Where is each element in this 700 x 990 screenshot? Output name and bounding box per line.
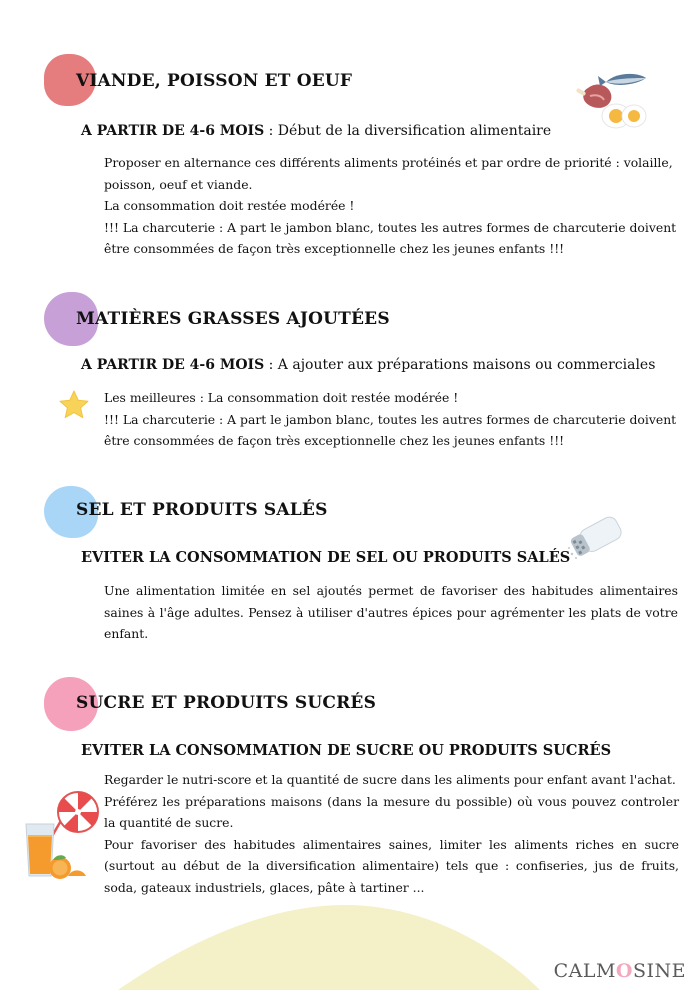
salt-shaker-icon [566, 516, 630, 560]
body-line: Préférez les préparations maisons (dans la mesure du possible) où vous pouvez controler la quantité de sucre. [104, 793, 679, 830]
subtitle-strong: A PARTIR DE 4-6 MOIS [81, 123, 265, 139]
section-body [104, 152, 680, 260]
section-subtitle: EVITER LA CONSOMMATION DE SUCRE OU PRODUITS SUCRÉS [81, 742, 612, 759]
section-body [104, 769, 679, 898]
section-title: SEL ET PRODUITS SALÉS [76, 500, 328, 520]
star-icon [58, 389, 90, 421]
section-subtitle [81, 357, 655, 373]
section-title: VIANDE, POISSON ET OEUF [76, 71, 353, 91]
body-line: La consommation doit restée modérée ! [104, 198, 355, 213]
section-body [104, 387, 678, 452]
body-line: Pour favoriser des habitudes alimentaires saines, limiter les aliments riches en sucre (surtout au début de la diversification alimentaire) tels que : confiseries, jus de fruits, soda, gateaux industriels, glaces, pâte à tartiner ... [104, 836, 679, 895]
body-line: Une alimentation limitée en sel ajoutés permet de favoriser des habitudes alimentaires saines à l'âge adultes. Pensez à utiliser d'autres épices pour agrémenter les plats de votre enfant. [104, 583, 678, 641]
brand-logo [554, 960, 686, 982]
section-title: SUCRE ET PRODUITS SUCRÉS [76, 693, 377, 713]
brand-text: CALM [553, 960, 616, 982]
section-title: MATIÈRES GRASSES AJOUTÉES [76, 309, 390, 329]
section-body [104, 580, 678, 645]
section-subtitle [81, 123, 551, 139]
body-line: !!! La charcuterie : A part le jambon blanc, toutes les autres formes de charcuterie doivent être consommées de façon très exceptionnelle chez les jeunes enfants !!! [104, 219, 677, 256]
subtitle-text: : Début de la diversification alimentaire [264, 123, 552, 139]
brand-o: O [615, 960, 633, 982]
body-line: Proposer en alternance ces différents aliments protéinés et par ordre de priorité : volaille, poisson, oeuf et viande. [104, 155, 673, 192]
orange-juice-candy-icon [20, 790, 100, 886]
body-line: Regarder le nutri-score et la quantité de sucre dans les aliments pour enfant avant l'achat. [104, 772, 676, 787]
subtitle-strong: A PARTIR DE 4-6 MOIS [81, 357, 265, 373]
brand-text: SINE [632, 960, 686, 982]
subtitle-text: : A ajouter aux préparations maisons ou commerciales [264, 357, 656, 373]
section-subtitle: EVITER LA CONSOMMATION DE SEL OU PRODUITS SALÉS [81, 549, 571, 566]
meat-fish-egg-icon [576, 68, 650, 134]
body-line: !!! La charcuterie : A part le jambon blanc, toutes les autres formes de charcuterie doivent être consommées de façon très exceptionnelle chez les jeunes enfants !!! [104, 411, 677, 448]
body-line: Les meilleures : La consommation doit restée modérée ! [104, 390, 459, 405]
